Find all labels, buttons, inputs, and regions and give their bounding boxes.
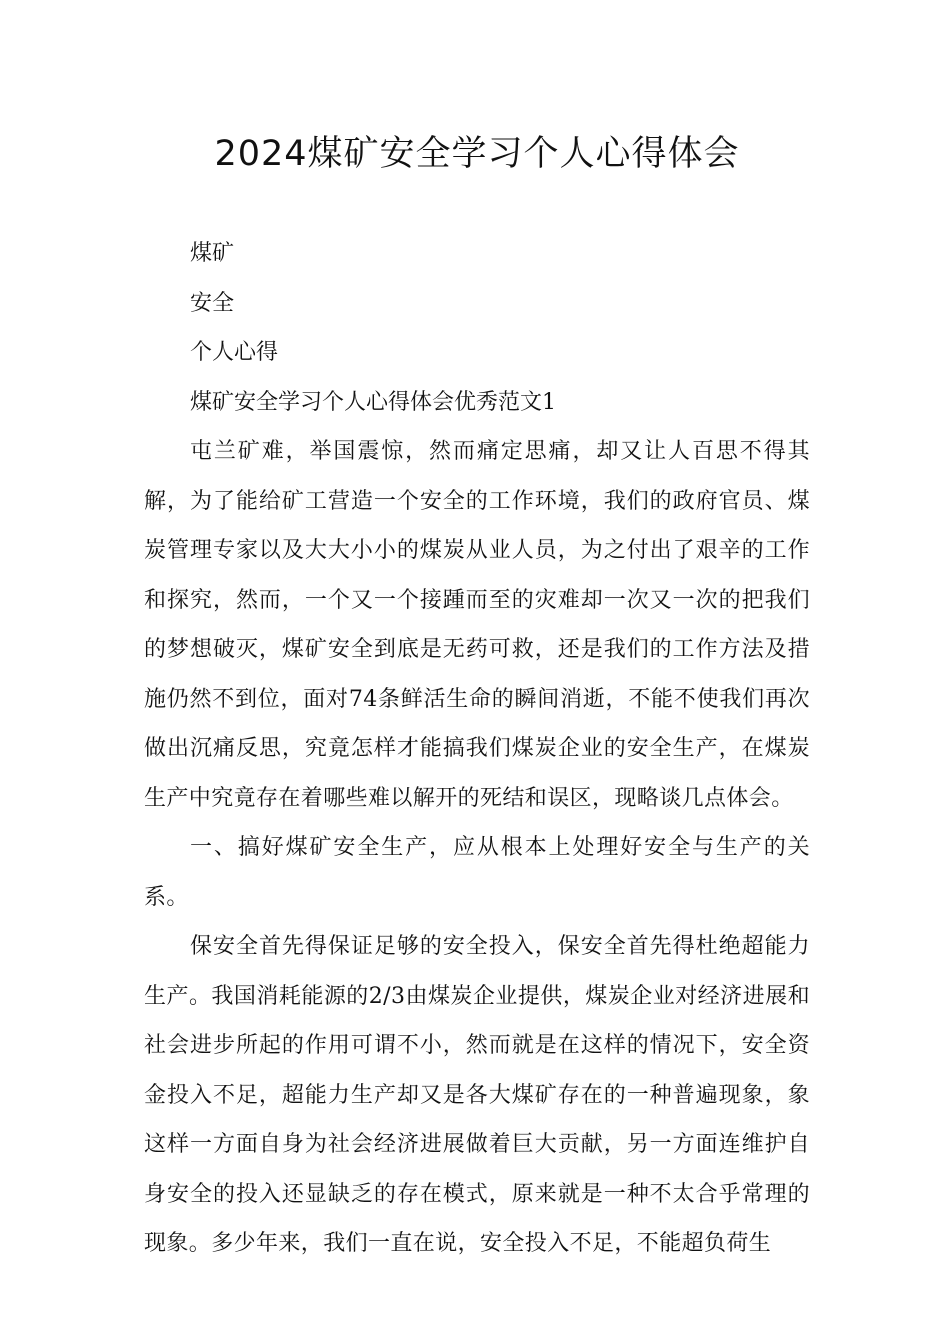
keyword-item: 煤矿 [190,241,235,266]
document-title: 2024煤矿安全学习个人心得体会 [214,134,740,174]
keyword-item: 安全 [190,290,235,316]
keyword-item: 个人心得 [190,340,279,365]
body-paragraph-1: 屯兰矿难，举国震惊，然而痛定思痛，却又让人百思不得其解，为了能给矿工营造一个安全的工作环境，我们的政府官员、煤炭管理专家以及大大小小的煤炭从业人员，为之付出了艰辛的工作和探究，然而，一个又一个接踵而至的灾难却一次又一次的把我们的梦想破灭，煤矿安全到底是无药可救，还是我们的工作方法及措施仍然不到位，面对74条鲜活生命的瞬间消逝，不能不使我们再次做出沉痛反思，究竟怎样才能搞我们煤炭企业的安全生产，在煤炭生产中究竟存在着哪些难以解开的死结和误区，现略谈几点体会。 [144,439,810,811]
body-paragraph-3: 保安全首先得保证足够的安全投入，保安全首先得杜绝超能力生产。我国消耗能源的2/3由煤炭企业提供，煤炭企业对经济进展和社会进步所起的作用可谓不小，然而就是在这样的情况下，安全资金投入不足，超能力生产却又是各大煤矿存在的一种普遍现象，象这样一方面自身为社会经济进展做着巨大贡献，另一方面连维护自身安全的投入还显缺乏的存在模式，原来就是一种不太合乎常理的现象。多少年来，我们一直在说，安全投入不足，不能超负荷生 [144,934,810,1256]
section-heading: 煤矿安全学习个人心得体会优秀范文1 [190,389,556,415]
keyword-list [144,229,810,378]
body-paragraph-2: 一、搞好煤矿安全生产，应从根本上处理好安全与生产的关系。 [144,835,810,910]
